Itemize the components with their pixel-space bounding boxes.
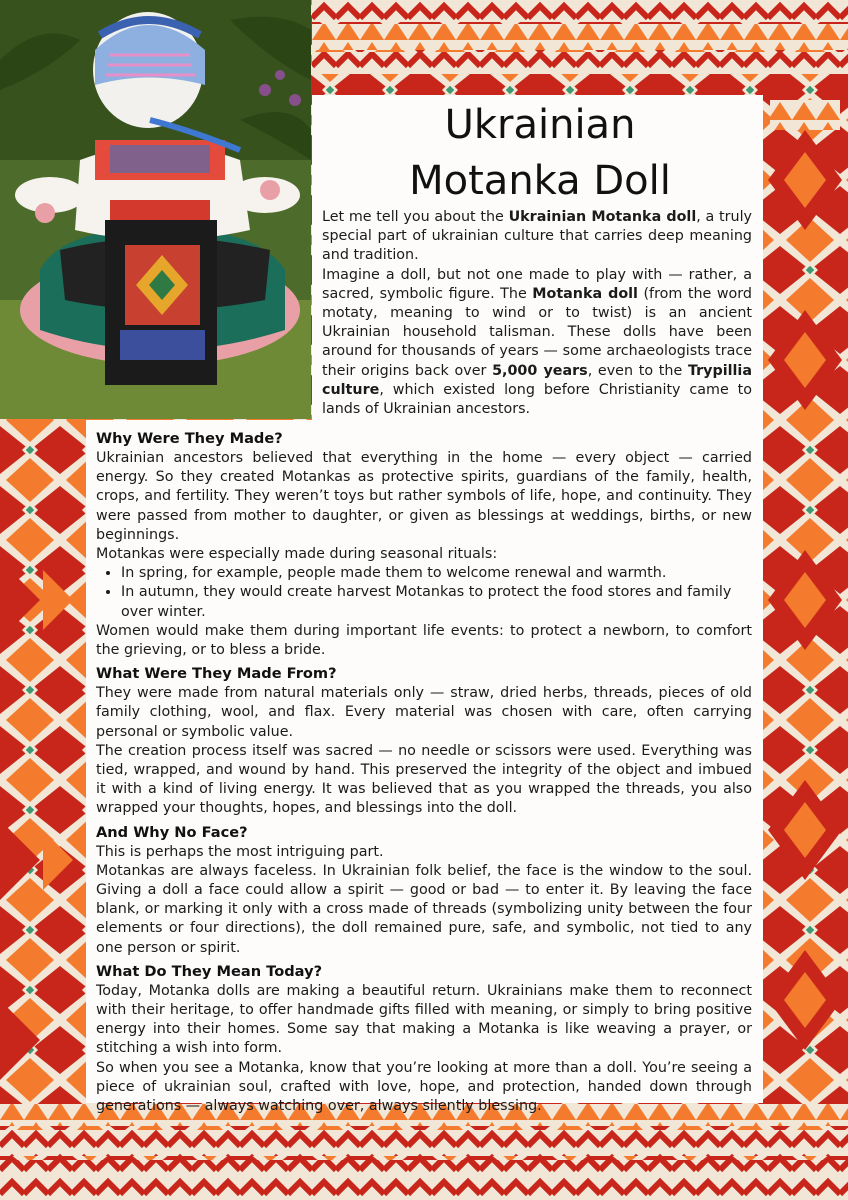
title-line-2: Motanka Doll [409,158,671,204]
paragraph: So when you see a Motanka, know that you’re looking at more than a doll. You’re seeing a piece of ukrainian soul, crafted with love, hope, and protection, handed down through generations — always watching over, always silently blessing. [96,1059,752,1115]
paragraph: Ukrainian ancestors believed that everything in the home — every object — carried energy. So they created Motankas as protective spirits, guardians of the family, health, crops, and fertility. They weren’t toys but rather symbols of life, hope, and continuity. They were passed from mother to daughter, or given as blessings at weddings, births, or new beginnings. [96,450,752,543]
paragraph: Today, Motanka dolls are making a beautiful return. Ukrainians make them to reconnect with their heritage, to offer handmade gifts filled with meaning, or simply to bring positive energy into their homes. Some say that making a Motanka is like weaving a prayer, or stitching a wish into form. [96,982,752,1057]
intro-paragraph-1: Let me tell you about the Ukrainian Motanka doll, a truly special part of ukrainian culture that carries deep meaning and tradition. [322,209,752,264]
list-item: • In autumn, they would create harvest Motankas to protect the food stores and family over winter. [121,583,752,621]
section-heading-today: What Do They Mean Today? [96,962,323,980]
section-heading-no-face: And Why No Face? [96,823,248,841]
paragraph: Motankas are always faceless. In Ukrainian folk belief, the face is the window to the soul. Giving a doll a face could allow a spirit — good or bad — to enter it. By leaving the face blank, or marking it only with a cross made of threads (symbolizing unity between the four elements or four directions), the doll remained pure, safe, and symbolic, not tied to any one person or spirit. [96,862,752,956]
paragraph: This is perhaps the most intriguing part. [96,843,384,860]
title-line-1: Ukrainian [444,102,636,148]
paragraph: Women would make them during important life events: to protect a newborn, to comfort the grieving, or to bless a bride. [96,622,752,659]
intro-paragraph-2: Imagine a doll, but not one made to play with — rather, a sacred, symbolic figure. The Motanka doll (from the word motaty, meaning to wind or to twist) is an ancient Ukrainian household talisman. These dolls have been around for thousands of years — some archaeologists trace their origins back over 5,000 years, even to the Trypillia culture, which existed long before Christianity came to lands of Ukrainian ancestors. [322,266,752,418]
article-body [96,425,752,1116]
page-title [330,97,750,209]
paragraph: Motankas were especially made during seasonal rituals: [96,546,498,563]
paragraph: They were made from natural materials only — straw, dried herbs, threads, pieces of old family clothing, wool, and flax. Every material was chosen with care, often carrying personal or symbolic value. [96,685,752,740]
list-item: • In spring, for example, people made them to welcome renewal and warmth. [121,564,752,583]
section-heading-materials: What Were They Made From? [96,665,337,683]
bullet-list [96,564,752,622]
intro-text [322,208,752,419]
section-heading-why: Why Were They Made? [96,430,283,447]
motanka-doll-photo [0,0,311,419]
paragraph: The creation process itself was sacred — no needle or scissors were used. Everything was tied, wrapped, and wound by hand. This preserved the integrity of the object and imbued it with a kind of living energy. It was believed that as you wrapped the threads, you also wrapped your thoughts, hopes, and blessings into the doll. [96,742,752,817]
